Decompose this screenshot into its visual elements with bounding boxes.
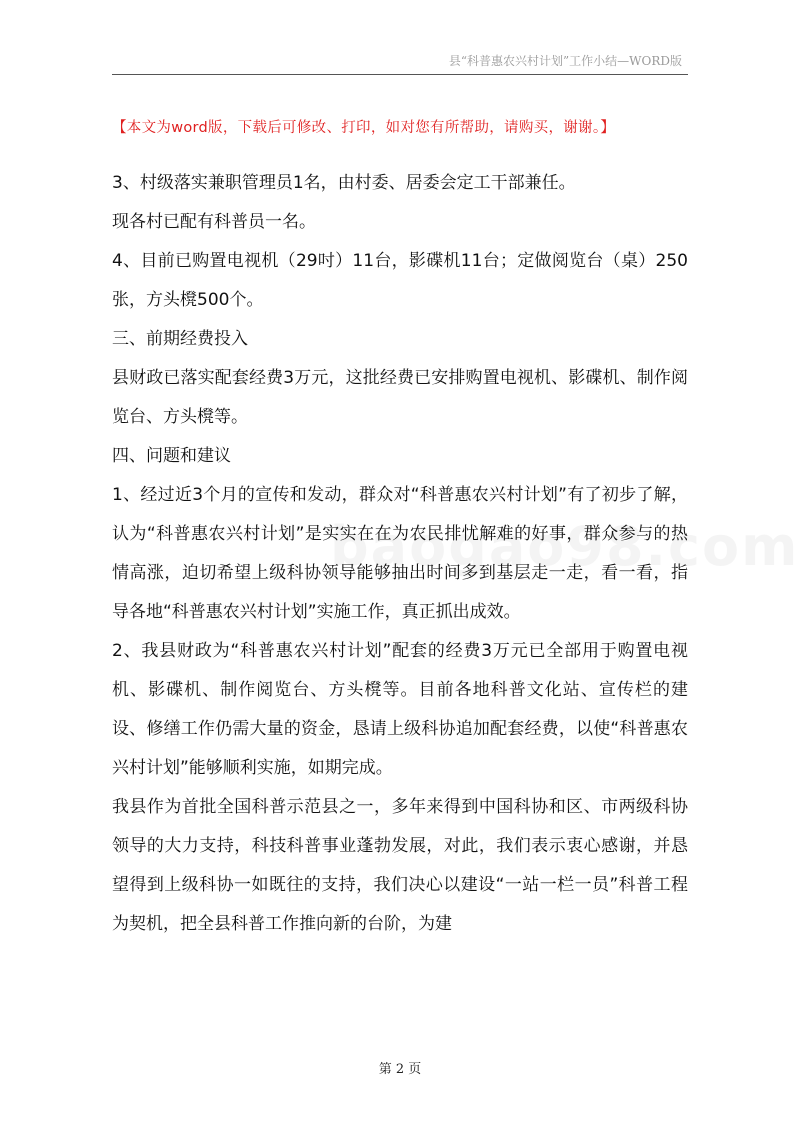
paragraph-issue-2: 2、我县财政为“科普惠农兴村计划”配套的经费3万元已全部用于购置电视机、影碟机、制作阅览台、方头櫈等。目前各地科普文化站、宣传栏的建设、修缮工作仍需大量的资金，恳请上级科协追加配套经费，以使“科普惠农兴村计划”能够顺利实施，如期完成。 bbox=[112, 641, 688, 778]
paragraph-item-4: 4、目前已购置电视机（29吋）11台，影碟机11台；定做阅览台（桌）250张，方头櫈500个。 bbox=[112, 251, 688, 310]
page-number: 第 2 页 bbox=[378, 1062, 422, 1077]
purchase-notice: 【本文为word版，下载后可修改、打印，如对您有所帮助，请购买，谢谢。】 bbox=[112, 120, 616, 136]
paragraph-conclusion: 我县作为首批全国科普示范县之一，多年来得到中国科协和区、市两级科协领导的大力支持，科技科普事业蓬勃发展，对此，我们表示衷心感谢，并恳望得到上级科协一如既往的支持，我们决心以建设“一站一栏一员”科普工程为契机，把全县科普工作推向新的台阶，为建 bbox=[112, 797, 688, 934]
document-body bbox=[112, 164, 688, 944]
section-heading-issues: 四、问题和建议 bbox=[112, 446, 231, 466]
running-header: 县“科普惠农兴村计划”工作小结—WORD版 bbox=[448, 54, 682, 68]
paragraph-item-3: 3、村级落实兼职管理员1名，由村委、居委会定工干部兼任。 bbox=[112, 173, 576, 193]
header-rule bbox=[112, 74, 688, 75]
section-heading-funding: 三、前期经费投入 bbox=[112, 329, 248, 349]
paragraph-funding: 县财政已落实配套经费3万元，这批经费已安排购置电视机、影碟机、制作阅览台、方头櫈等。 bbox=[112, 368, 688, 427]
paragraph-science-staff: 现各村已配有科普员一名。 bbox=[112, 212, 316, 232]
paragraph-issue-1: 1、经过近3个月的宣传和发动，群众对“科普惠农兴村计划”有了初步了解，认为“科普惠农兴村计划”是实实在在为农民排忧解难的好事，群众参与的热情高涨，迫切希望上级科协领导能够抽出时间多到基层走一走，看一看，指导各地“科普惠农兴村计划”实施工作，真正抓出成效。 bbox=[112, 485, 688, 622]
